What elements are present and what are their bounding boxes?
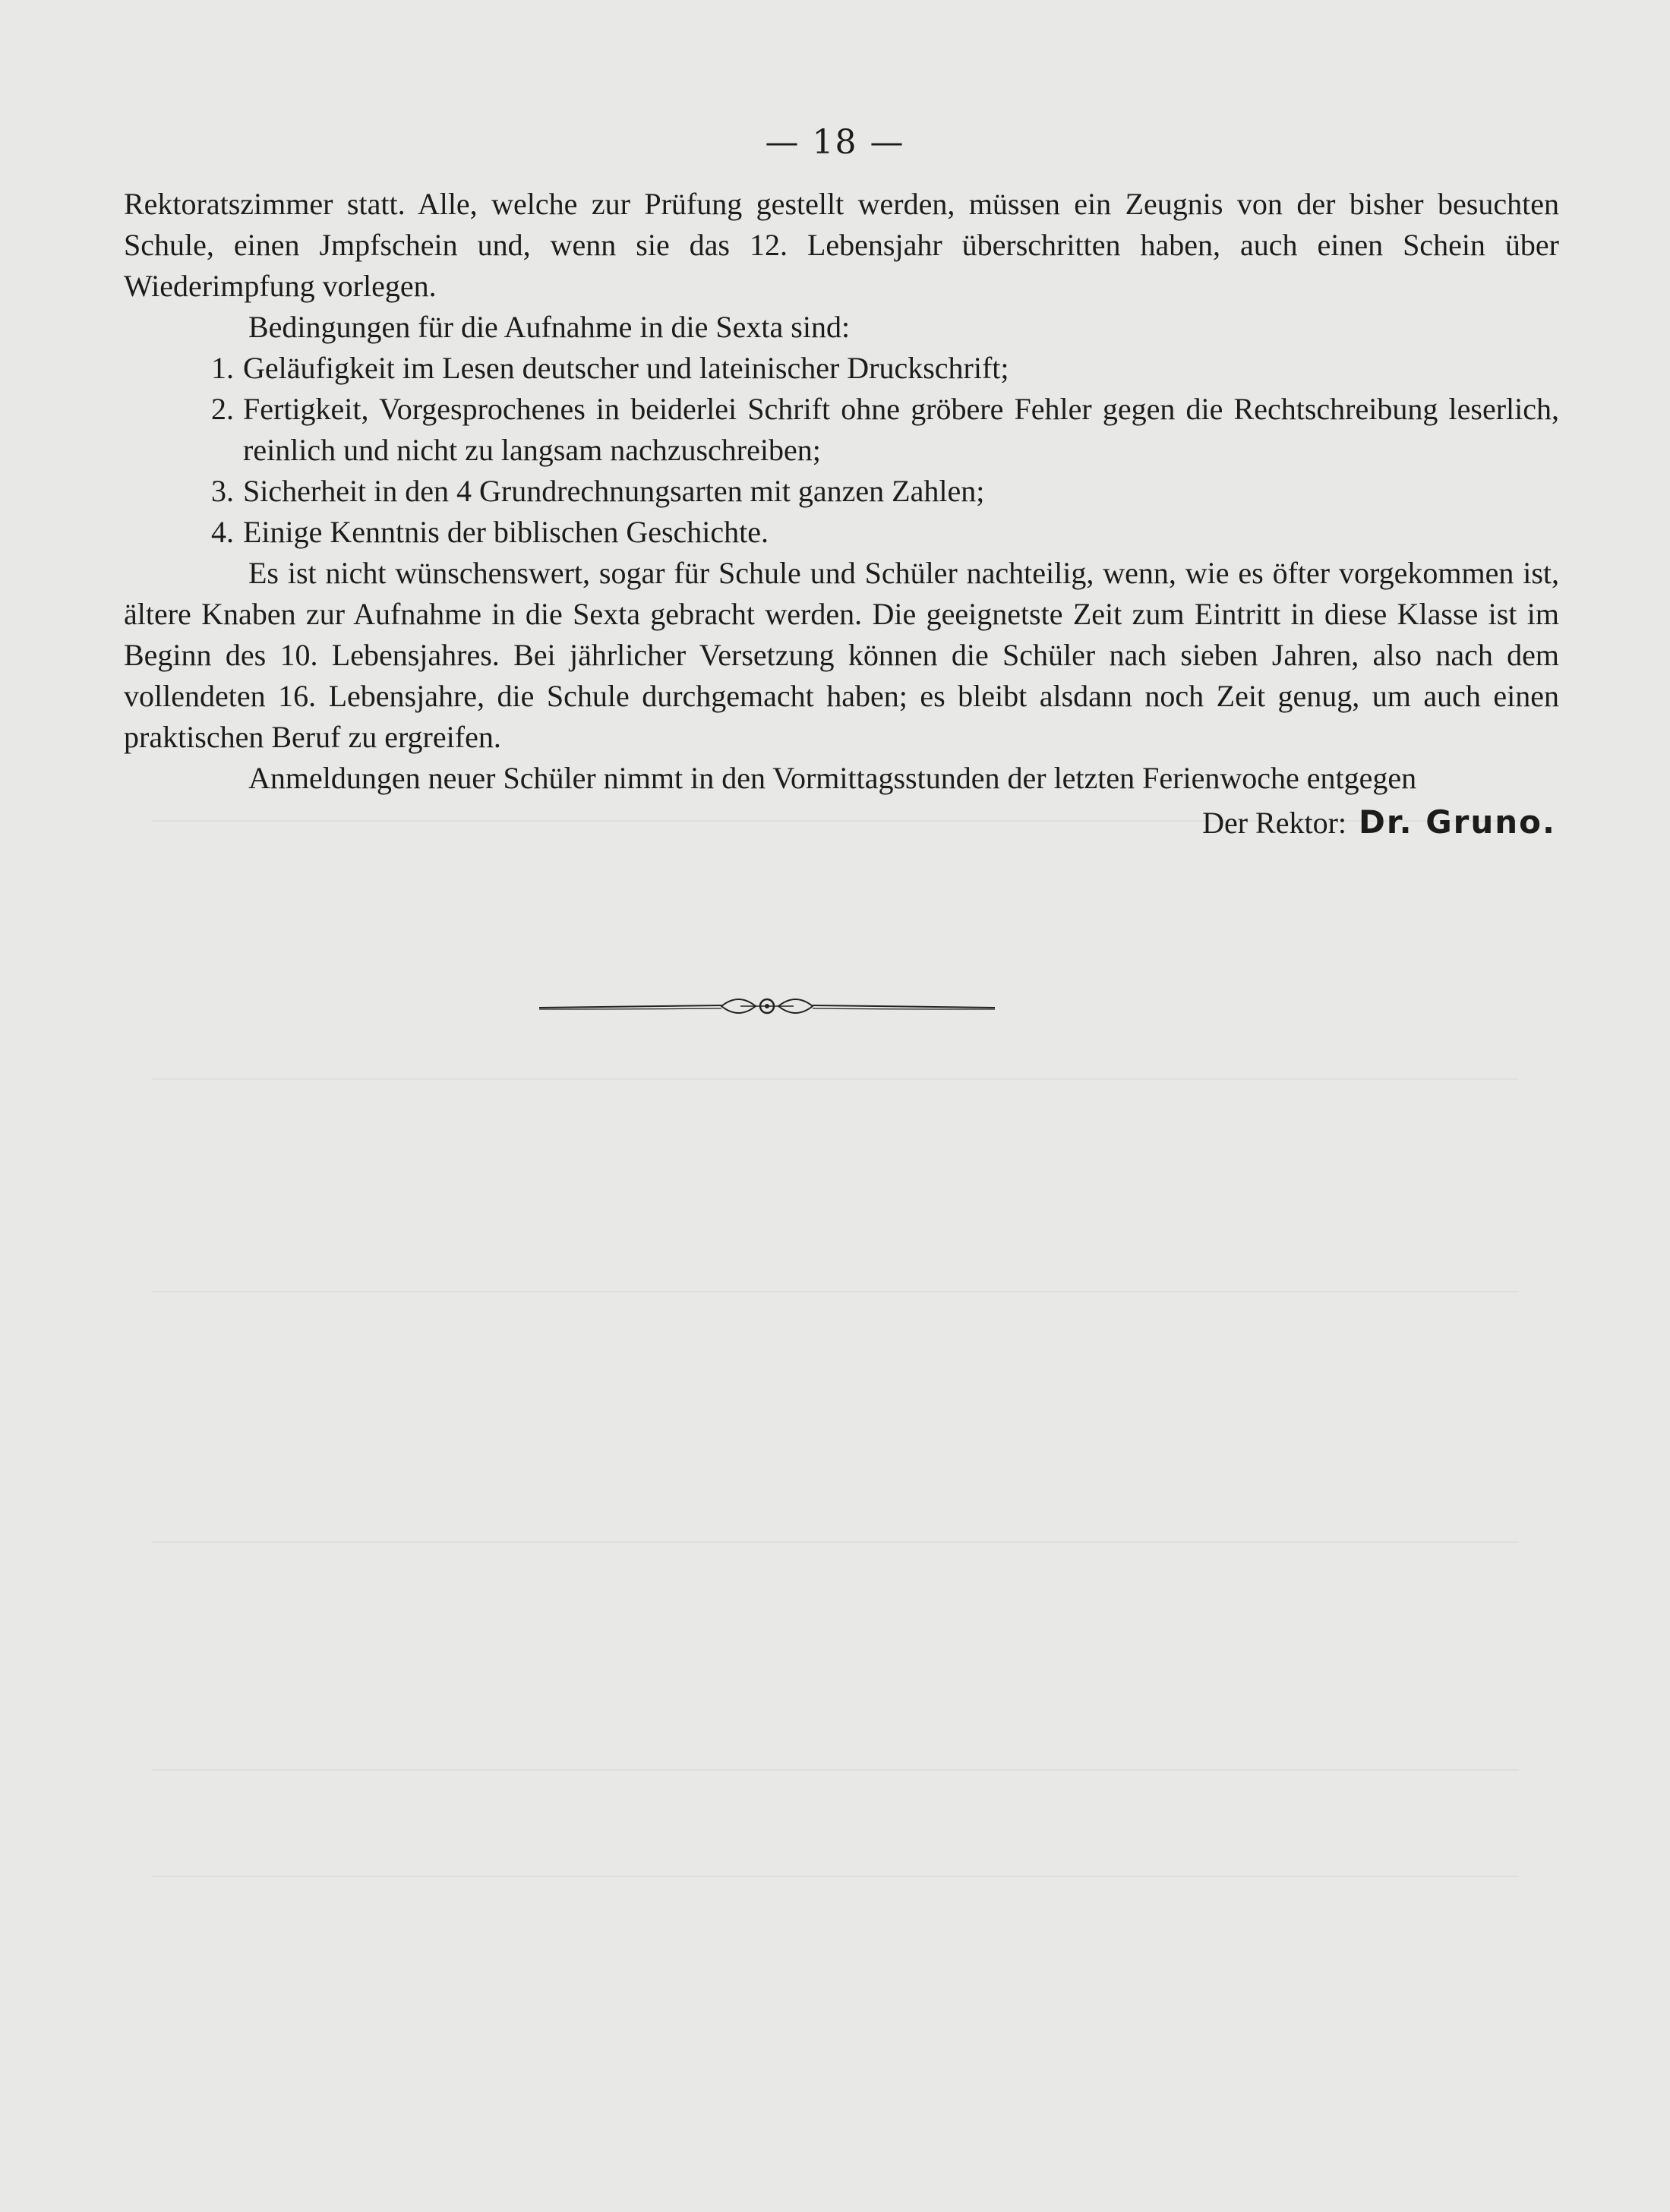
- bleed-through-line: [152, 1541, 1519, 1543]
- list-item-text: Fertigkeit, Vorgesprochenes in beiderlei Schrift ohne gröbere Fehler gegen die Rechtschreibung leserlich, reinlich und nicht zu langsam nachzuschreiben;: [243, 392, 1559, 467]
- list-item-text: Einige Kenntnis der biblischen Geschichte.: [243, 515, 769, 549]
- paragraph-registration: Anmeldungen neuer Schüler nimmt in den Vormittagsstunden der letzten Ferienwoche entgegen: [248, 761, 1417, 795]
- bleed-through-line: [152, 1769, 1519, 1771]
- list-item: [124, 389, 1559, 471]
- signature-name: Dr. Gruno.: [1359, 803, 1556, 841]
- divider-ornament-icon: [539, 991, 995, 1021]
- list-item-text: Geläufigkeit im Lesen deutscher und lateinischer Druckschrift;: [243, 351, 1009, 385]
- main-text: [124, 184, 1559, 844]
- conditions-list: [124, 348, 1559, 553]
- bleed-through-line: [152, 1078, 1519, 1080]
- list-item-number: 1.: [211, 351, 234, 385]
- list-item-number: 2.: [211, 392, 234, 426]
- list-item: [124, 348, 1559, 389]
- paragraph-admission-documents: Rektoratszimmer statt. Alle, welche zur Prüfung gestellt werden, müssen ein Zeugnis von der bisher besuchten Schule, einen Jmpfschein und, wenn sie das 12. Lebensjahr überschritten haben, auch einen Schein über Wiederimpfung vorlegen.: [124, 187, 1559, 303]
- bleed-through-line: [152, 1876, 1519, 1877]
- signature-line: [124, 802, 1559, 844]
- list-item-number: 4.: [211, 515, 234, 549]
- page-number: — 18 —: [765, 123, 905, 162]
- list-item-text: Sicherheit in den 4 Grundrechnungsarten mit ganzen Zahlen;: [243, 474, 985, 508]
- paragraph-age-advice: Es ist nicht wünschenswert, sogar für Schule und Schüler nachteilig, wenn, wie es öfter vorgekommen ist, ältere Knaben zur Aufnahme in die Sexta gebracht werden. Die geeignetste Zeit zum Eintritt in diese Klasse ist im Beginn des 10. Lebensjahres. Bei jährlicher Versetzung können die Schüler nach sieben Jahren, also nach dem vollendeten 16. Lebensjahre, die Schule durchgemacht haben; es bleibt alsdann noch Zeit genug, um auch einen praktischen Beruf zu ergreifen.: [124, 556, 1559, 754]
- list-item: [124, 471, 1559, 512]
- conditions-heading: Bedingungen für die Aufnahme in die Sexta sind:: [248, 310, 851, 344]
- bleed-through-line: [152, 1291, 1519, 1292]
- list-item: [124, 512, 1559, 553]
- signature-title: Der Rektor:: [1202, 806, 1347, 840]
- list-item-number: 3.: [211, 474, 234, 508]
